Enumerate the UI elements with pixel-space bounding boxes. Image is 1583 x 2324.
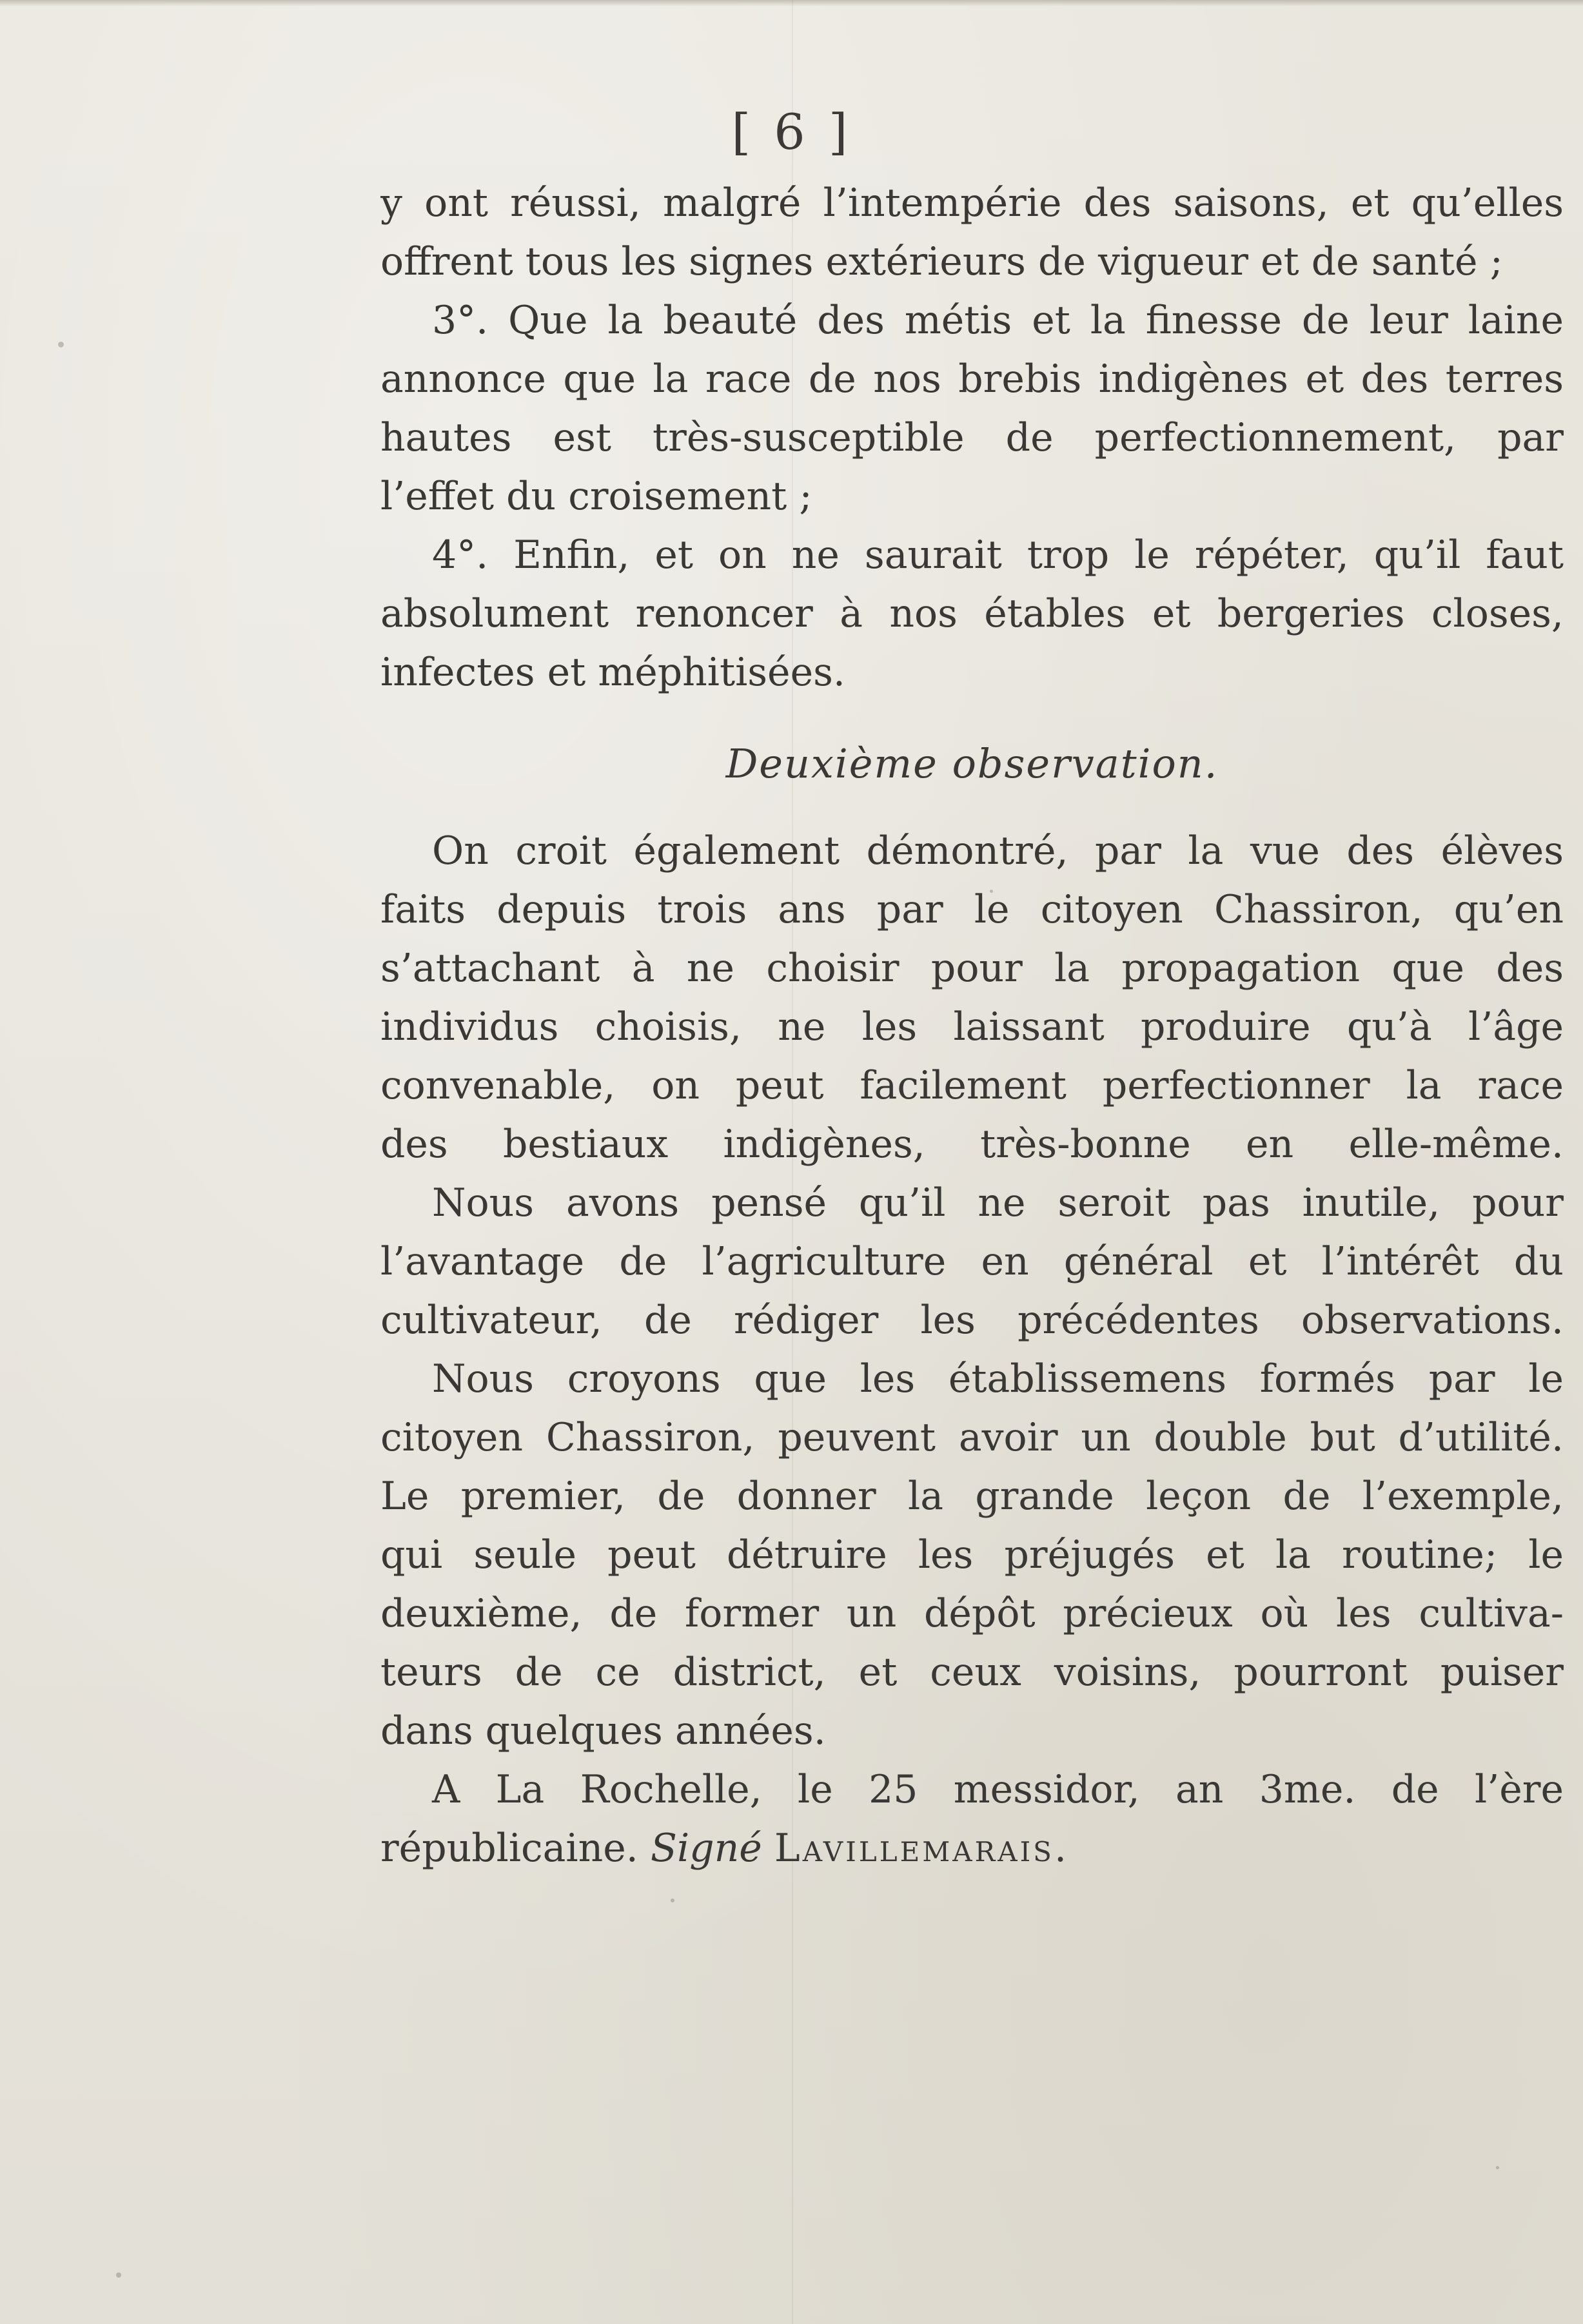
signatory-name: Lavillemarais.	[774, 1826, 1070, 1871]
text-line: absolument renoncer à nos étables et bergeries closes,	[380, 591, 1564, 636]
text-line: infectes et méphitisées.	[380, 650, 845, 695]
signed-label: Signé	[650, 1826, 762, 1871]
text-line: cultivateur, de rédiger les précédentes observations.	[380, 1298, 1564, 1343]
text-line: Nous avons pensé qu’il ne seroit pas inutile, pour	[432, 1180, 1564, 1225]
text-line: annonce que la race de nos brebis indigènes et des terres	[380, 356, 1564, 402]
section-heading: Deuxième observation.	[725, 740, 1219, 787]
text-line: 4°. Enfin, et on ne saurait trop le répéter, qu’il faut	[432, 532, 1564, 578]
text-line: 3°. Que la beauté des métis et la finesse de leur laine	[432, 298, 1564, 343]
body-text	[380, 174, 1564, 1878]
text-line: des bestiaux indigènes, très-bonne en elle-même.	[380, 1122, 1564, 1167]
paper-spot	[1496, 2166, 1499, 2169]
text-line: deuxième, de former un dépôt précieux où les cultiva-	[380, 1591, 1564, 1636]
text-line: l’effet du croisement ;	[380, 474, 812, 519]
closing-text: républicaine.	[380, 1826, 638, 1871]
text-line: individus choisis, ne les laissant produire qu’à l’âge	[380, 1004, 1564, 1050]
closing-line	[380, 1819, 1564, 1878]
paper-spot	[671, 1899, 674, 1902]
text-line: Nous croyons que les établissemens formés par le	[432, 1356, 1564, 1401]
closing-line: A La Rochelle, le 25 messidor, an 3me. de l’ère	[432, 1767, 1564, 1812]
text-line: citoyen Chassiron, peuvent avoir un double but d’utilité.	[380, 1415, 1564, 1460]
text-line: y ont réussi, malgré l’intempérie des saisons, et qu’elles	[380, 181, 1564, 226]
text-line: l’avantage de l’agriculture en général et l’intérêt du	[380, 1239, 1564, 1284]
text-line: dans quelques années.	[380, 1708, 826, 1753]
text-line: convenable, on peut facilement perfectionner la race	[380, 1063, 1564, 1108]
text-line: Le premier, de donner la grande leçon de l’exemple,	[380, 1474, 1564, 1519]
text-line: offrent tous les signes extérieurs de vigueur et de santé ;	[380, 239, 1503, 284]
text-line: s’attachant à ne choisir pour la propagation que des	[380, 946, 1564, 991]
page-number: [ 6 ]	[731, 103, 852, 161]
paper-spot	[116, 2272, 121, 2278]
text-line: qui seule peut détruire les préjugés et la routine; le	[380, 1532, 1564, 1577]
text-line: teurs de ce district, et ceux voisins, pourront puiser	[380, 1650, 1564, 1695]
text-line: faits depuis trois ans par le citoyen Chassiron, qu’en	[380, 887, 1564, 932]
text-line: On croit également démontré, par la vue des élèves	[432, 828, 1564, 874]
text-line: hautes est très-susceptible de perfectionnement, par	[380, 415, 1564, 460]
paper-spot	[58, 342, 64, 347]
